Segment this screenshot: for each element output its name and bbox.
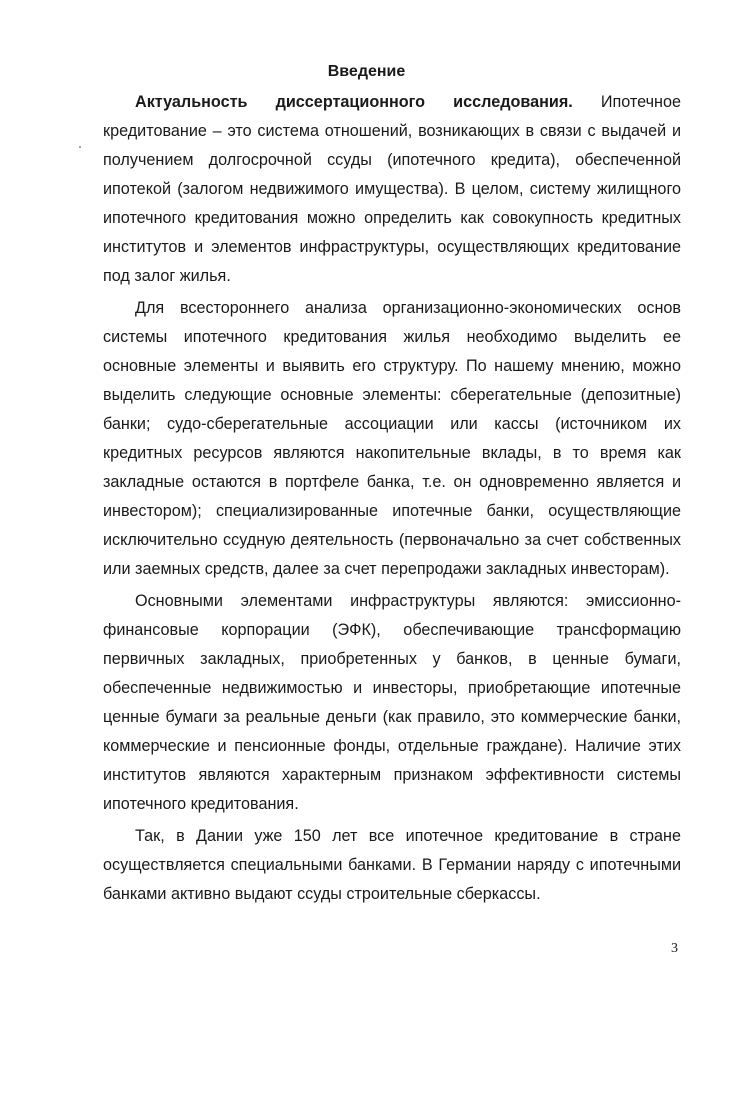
body-text	[103, 88, 681, 909]
paragraph-4: Так, в Дании уже 150 лет все ипотечное кредитование в стране осуществляется специальными банками. В Германии наряду с ипотечными банками активно выдают ссуды строительные сберкассы.	[103, 827, 681, 903]
page-number: 3	[671, 941, 678, 956]
scan-speck	[79, 146, 81, 148]
paragraph-1	[103, 88, 681, 291]
paragraph-2: Для всестороннего анализа организационно-экономических основ системы ипотечного кредитования жилья необходимо выделить ее основные элементы и выявить его структуру. По нашему мнению, можно выделить следующие основные элементы: сберегательные (депозитные) банки; судо-сберегательные ассоциации или кассы (источником их кредитных ресурсов являются накопительные вклады, в то время как закладные остаются в портфеле банка, т.е. он одновременно является и инвестором); специализированные ипотечные банки, осуществляющие исключительно ссудную деятельность (первоначально за счет собственных или заемных средств, далее за счет перепродажи закладных инвесторам).	[103, 299, 681, 578]
paragraph-lead: Актуальность диссертационного исследования.	[135, 93, 573, 111]
paragraph-3: Основными элементами инфраструктуры являются: эмиссионно-финансовые корпорации (ЭФК), обеспечивающие трансформацию первичных закладных, приобретенных у банков, в ценные бумаги, обеспеченные недвижимостью и инвесторы, приобретающие ипотечные ценные бумаги за реальные деньги (как правило, это коммерческие банки, коммерческие и пенсионные фонды, отдельные граждане). Наличие этих институтов являются характерным признаком эффективности системы ипотечного кредитования.	[103, 592, 681, 813]
paragraph-text: Ипотечное кредитование – это система отношений, возникающих в связи с выдачей и получением долгосрочной ссуды (ипотечного кредита), обеспеченной ипотекой (залогом недвижимого имущества). В целом, систему жилищного ипотечного кредитования можно определить как совокупность кредитных институтов и элементов инфраструктуры, осуществляющих кредитование под залог жилья.	[103, 93, 682, 285]
page-title: Введение	[327, 63, 406, 80]
